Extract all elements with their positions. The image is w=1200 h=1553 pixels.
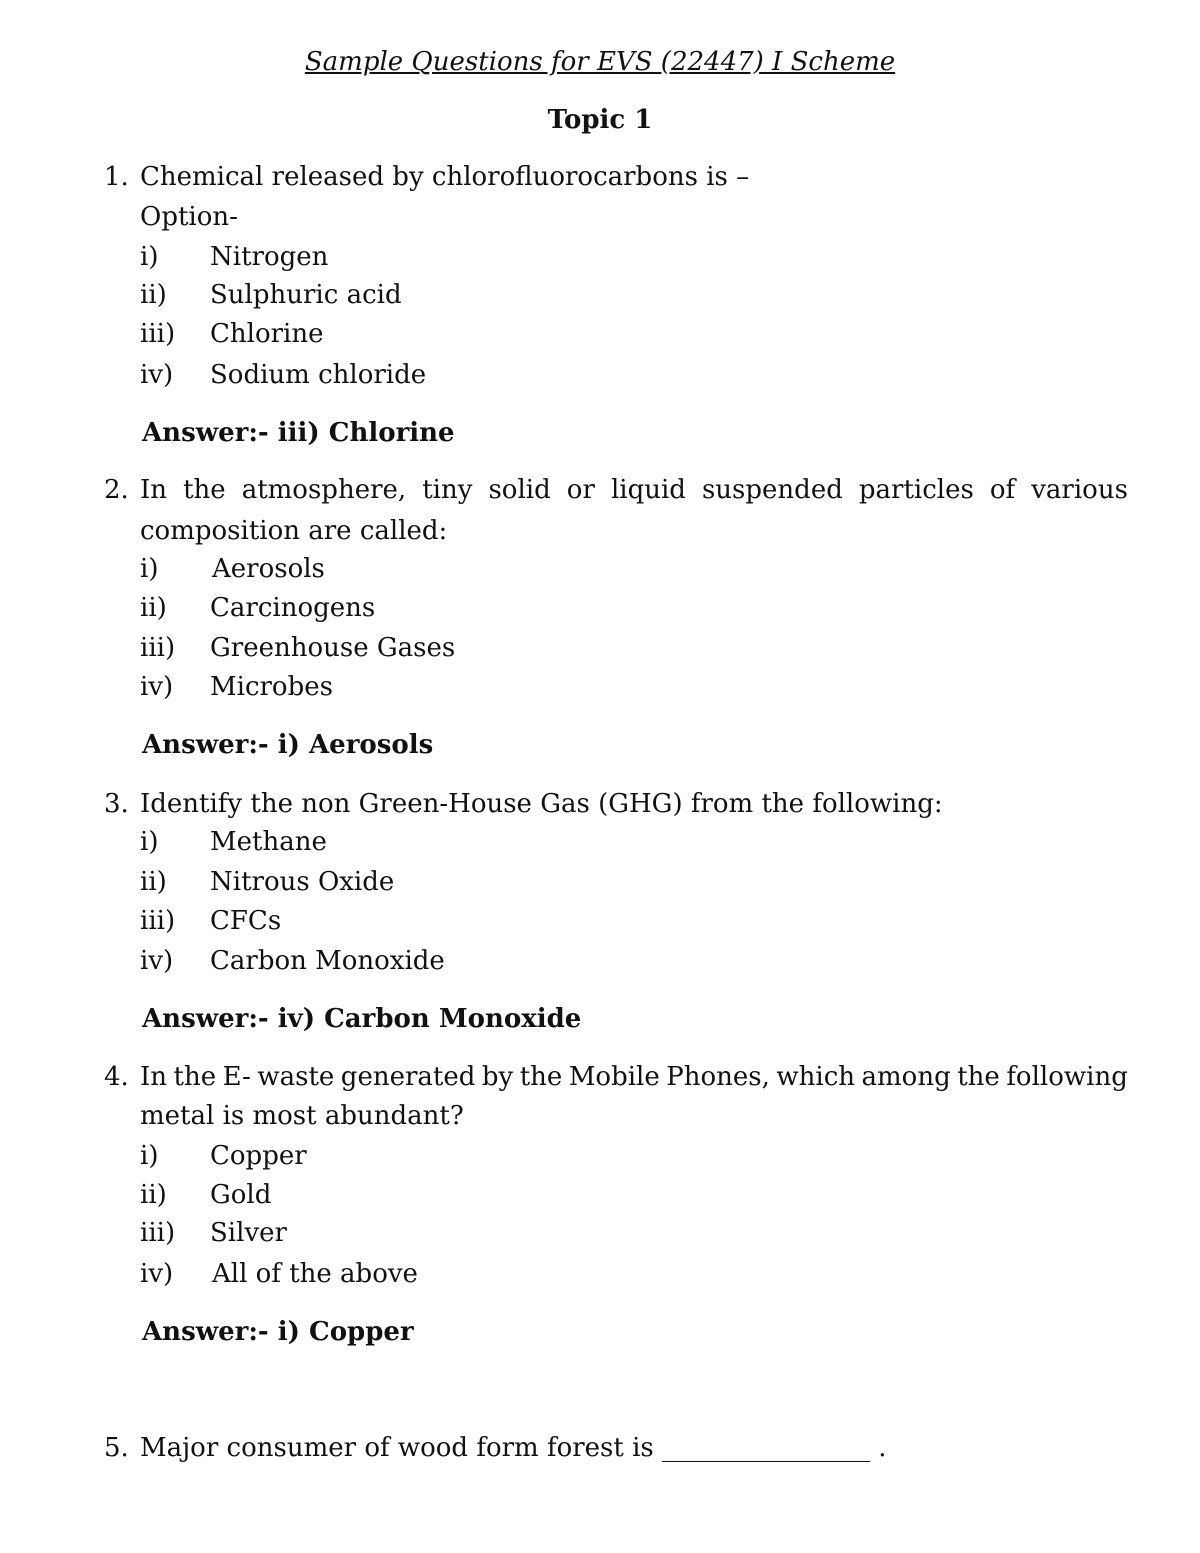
word: atmosphere, xyxy=(241,475,407,505)
option-number: iv) xyxy=(140,360,174,390)
word: In xyxy=(140,1062,168,1092)
option-text: Greenhouse Gases xyxy=(210,633,456,663)
option-number: iv) xyxy=(140,1259,174,1289)
word: the xyxy=(173,1062,217,1092)
document-title: Sample Questions for EVS (22447) I Scheme xyxy=(304,47,896,77)
option-number: iv) xyxy=(140,946,174,976)
option-text: Carbon Monoxide xyxy=(210,946,445,976)
option-text: Copper xyxy=(210,1141,307,1171)
option-number: i) xyxy=(140,827,159,857)
option-number: ii) xyxy=(140,867,167,897)
word: generated xyxy=(340,1062,476,1092)
option-number: i) xyxy=(140,242,159,272)
word: tiny xyxy=(422,475,473,505)
topic-heading: Topic 1 xyxy=(547,105,653,135)
option-text: Microbes xyxy=(210,672,333,702)
option-number: ii) xyxy=(140,280,167,310)
word: or xyxy=(566,475,595,505)
option-number: iii) xyxy=(140,319,176,349)
option-text: CFCs xyxy=(210,906,282,936)
option-text: Chlorine xyxy=(210,319,324,349)
question-text: Identify the non Green-House Gas (GHG) from the following: xyxy=(140,789,943,819)
word: liquid xyxy=(610,475,686,505)
question-number: 2. xyxy=(104,475,129,505)
question-number: 4. xyxy=(104,1062,129,1092)
answer-text: Answer:- i) Copper xyxy=(142,1317,414,1347)
option-number: ii) xyxy=(140,593,167,623)
word: the xyxy=(957,1062,1000,1092)
option-number: iii) xyxy=(140,633,176,663)
option-number: iii) xyxy=(140,906,176,936)
option-text: Gold xyxy=(210,1180,272,1210)
option-number: iii) xyxy=(140,1218,176,1248)
option-text: All of the above xyxy=(212,1259,418,1289)
question-text: metal is most abundant? xyxy=(140,1101,464,1131)
question-text-justified xyxy=(140,470,1128,510)
word: following xyxy=(1006,1062,1128,1092)
option-text: Methane xyxy=(210,827,327,857)
question-number: 3. xyxy=(104,789,129,819)
word: various xyxy=(1031,475,1128,505)
question-text: Major consumer of wood form forest is ________________ . xyxy=(140,1433,887,1463)
question-option-label: Option- xyxy=(140,202,238,232)
word: In xyxy=(140,475,168,505)
word: by xyxy=(481,1062,514,1092)
word: among xyxy=(861,1062,951,1092)
word: the xyxy=(183,475,226,505)
word: solid xyxy=(488,475,551,505)
option-text: Carcinogens xyxy=(210,593,376,623)
word: the xyxy=(519,1062,563,1092)
question-text xyxy=(140,1057,1128,1097)
word: Mobile xyxy=(568,1062,660,1092)
word: Phones, xyxy=(666,1062,770,1092)
word: of xyxy=(989,475,1016,505)
word: waste xyxy=(257,1062,335,1092)
word: which xyxy=(776,1062,856,1092)
question-number: 1. xyxy=(104,162,129,192)
question-text: composition are called: xyxy=(140,516,448,546)
word: E- xyxy=(222,1062,251,1092)
answer-text: Answer:- iv) Carbon Monoxide xyxy=(142,1004,582,1034)
question-text-justified xyxy=(140,1057,1128,1097)
option-number: ii) xyxy=(140,1180,167,1210)
answer-text: Answer:- iii) Chlorine xyxy=(142,418,455,448)
answer-text: Answer:- i) Aerosols xyxy=(142,730,434,760)
option-text: Silver xyxy=(210,1218,287,1248)
option-text: Nitrogen xyxy=(210,242,329,272)
option-text: Nitrous Oxide xyxy=(210,867,395,897)
option-text: Sodium chloride xyxy=(210,360,427,390)
option-number: i) xyxy=(140,554,159,584)
option-text: Sulphuric acid xyxy=(210,280,402,310)
option-text: Aerosols xyxy=(212,554,325,584)
question-number: 5. xyxy=(104,1433,129,1463)
option-number: iv) xyxy=(140,672,174,702)
question-text xyxy=(140,470,1128,510)
question-text: Chemical released by chlorofluorocarbons is – xyxy=(140,162,750,192)
option-number: i) xyxy=(140,1141,159,1171)
word: particles xyxy=(858,475,974,505)
word: suspended xyxy=(701,475,843,505)
